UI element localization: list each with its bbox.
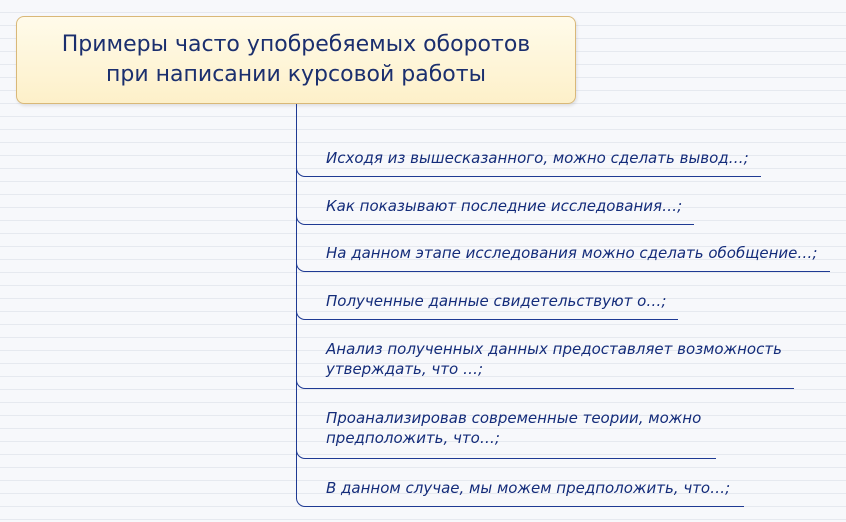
subtopic-node[interactable]: На данном этапе исследования можно сделать обобщение…; bbox=[296, 243, 830, 272]
subtopic-node[interactable]: Как показывают последние исследования…; bbox=[296, 196, 694, 225]
root-topic-title: Примеры часто упобребяемых оборотов при написании курсовой работы bbox=[61, 32, 531, 87]
subtopic-node[interactable]: Анализ полученных данных предоставляет возможность утверждать, что …; bbox=[296, 339, 794, 389]
subtopic-node[interactable]: Проанализировав современные теории, можно предположить, что…; bbox=[296, 408, 716, 459]
subtopic-node[interactable]: Полученные данные свидетельствуют о…; bbox=[296, 291, 678, 320]
subtopic-node[interactable]: В данном случае, мы можем предположить, что…; bbox=[296, 478, 744, 507]
subtopic-node[interactable]: Исходя из вышесказанного, можно сделать вывод…; bbox=[296, 148, 761, 177]
